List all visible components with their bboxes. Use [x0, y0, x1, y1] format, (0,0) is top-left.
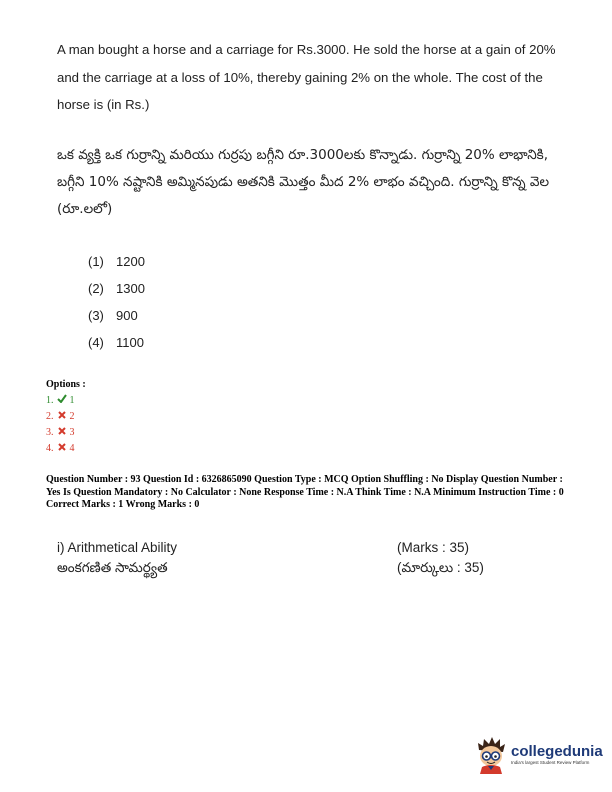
choice-value: 1200 [116, 254, 145, 269]
logo-name: collegedunia [511, 743, 603, 760]
cross-icon [56, 425, 68, 441]
choice-4 [88, 335, 145, 362]
choice-number: (2) [88, 281, 104, 296]
option-value: 2 [69, 411, 75, 422]
choice-value: 1300 [116, 281, 145, 296]
answer-choices [88, 254, 145, 362]
question-details: Question Number : 93 Question Id : 6326865090 Question Type : MCQ Option Shuffling : No Display Question Number : Yes Is Question Mandatory : No Calculator : None Response Time : N.A Think Time : N.A Minimum Instruction Time : 0 [46, 474, 564, 498]
collegedunia-logo [474, 736, 603, 774]
option-value: 4 [69, 443, 75, 454]
option-item [46, 441, 86, 457]
section-marks-telugu: (మార్కులు : 35) [397, 560, 484, 575]
choice-number: (4) [88, 335, 104, 350]
choice-2 [88, 281, 145, 308]
choice-number: (1) [88, 254, 104, 269]
choice-value: 1100 [116, 335, 144, 350]
logo-tagline: India's largest Student Review Platform [511, 760, 590, 765]
section-marks-english: (Marks : 35) [397, 540, 470, 555]
question-text-english: A man bought a horse and a carriage for Rs.3000. He sold the horse at a gain of 20% and the carriage at a loss of 10%, thereby gaining 2% on the whole. The cost of the horse is (in Rs.) [57, 42, 556, 112]
choice-number: (3) [88, 308, 104, 323]
cross-icon [56, 409, 68, 425]
choice-1 [88, 254, 145, 281]
option-item [46, 409, 86, 425]
option-value: 3 [69, 427, 75, 438]
option-item [46, 393, 86, 409]
section-title-english: i) Arithmetical Ability [57, 540, 178, 555]
check-icon [56, 393, 68, 409]
question-metadata [46, 474, 566, 512]
section-header [57, 540, 497, 580]
option-prefix: 3. [46, 427, 54, 438]
mascot-icon [474, 736, 508, 774]
section-title-telugu: అంకగణిత సామర్థ్యత [57, 560, 168, 575]
option-prefix: 4. [46, 443, 54, 454]
options-list [46, 377, 86, 457]
option-prefix: 1. [46, 395, 54, 406]
options-title: Options : [46, 379, 86, 390]
section-row-telugu [57, 560, 497, 580]
option-prefix: 2. [46, 411, 54, 422]
choice-3 [88, 308, 145, 335]
question-text-telugu: ఒక వ్యక్తి ఒక గుర్రాన్ని మరియు గుర్రపు బగ్గీని రూ.3000లకు కొన్నాడు. గుర్రాన్ని 20% లాభానికి, బగ్గీని 10% నష్టానికి అమ్మినపుడు అతనికి మొత్తం మీద 2% లాభం వచ్చింది. గుర్రాన్ని కొన్న వెల (రూ.లలో) [57, 147, 550, 217]
option-item [46, 425, 86, 441]
choice-value: 900 [116, 308, 138, 323]
cross-icon [56, 441, 68, 457]
marks-info: Correct Marks : 1 Wrong Marks : 0 [46, 499, 200, 511]
section-row-english [57, 540, 497, 560]
option-value: 1 [69, 395, 75, 406]
